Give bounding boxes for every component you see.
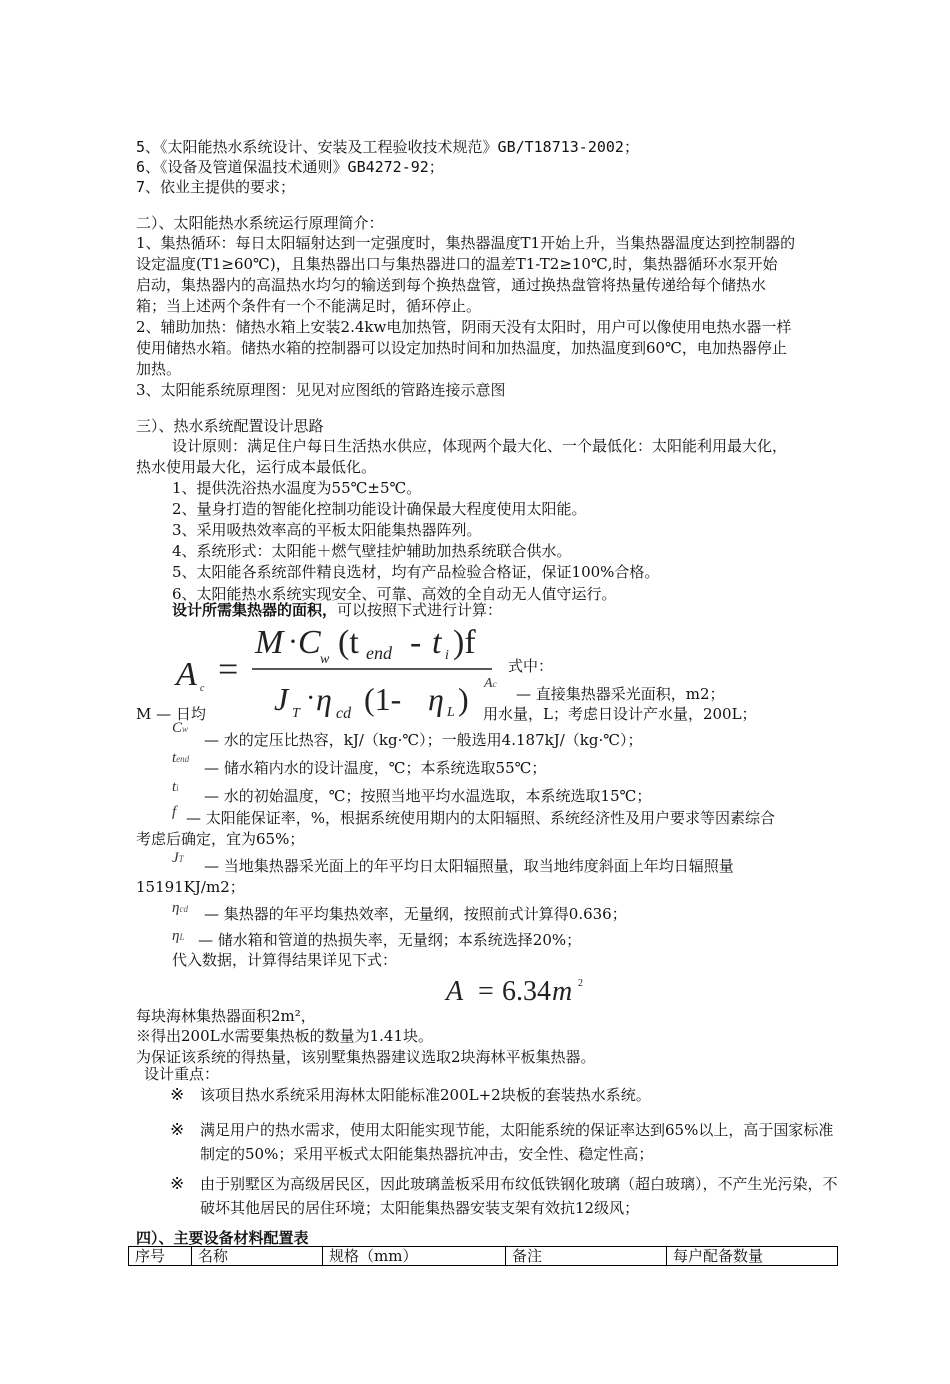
sym-f: f	[172, 804, 177, 820]
col-qty: 每户配备数量	[667, 1247, 838, 1266]
sym-A: Ac	[484, 676, 497, 691]
item-4: 4、系统形式：太阳能＋燃气壁挂炉辅助加热系统联合供水。	[172, 542, 572, 560]
s2-p1-l3: 启动，集热器内的高温热水均匀的输送到每个换热盘管，通过换热盘管将热量传递给每个储热水	[136, 276, 767, 294]
formula-minus: -	[410, 624, 422, 661]
sym-eta-cd: ηcd	[172, 900, 188, 916]
s2-p3: 3、太阳能系统原理图：见见对应图纸的管路连接示意图	[136, 381, 506, 399]
calc-bold: 设计所需集热器的面积，	[172, 601, 338, 619]
ref-7: 7、依业主提供的要求；	[136, 178, 296, 196]
result-exponent: 2	[578, 978, 583, 989]
after-3: 为保证该系统的得热量，该别墅集热器建议选取2块海林平板集热器。	[136, 1048, 596, 1066]
def-M-b: 用水量，L；考虑日设计产水量，200L；	[483, 705, 757, 723]
formula-t-open: (t	[338, 624, 359, 661]
col-spec: 规格（mm）	[323, 1247, 506, 1266]
substitute-text: 代入数据，计算得结果详见下式：	[172, 951, 398, 969]
def-JT-l1: — 当地集热器采光面上的年平均日太阳辐照量，取当地纬度斜面上年均日辐照量	[204, 857, 734, 875]
formula-one-minus: (1-	[364, 681, 402, 717]
calc-rest: 可以按照下式进行计算：	[337, 601, 503, 619]
point-1: 该项目热水系统采用海林太阳能标准200L+2块板的套装热水系统。	[200, 1086, 651, 1104]
formula-dot1: ·	[288, 625, 298, 658]
col-name: 名称	[192, 1247, 323, 1266]
ref-6: 6、《设备及管道保温技术通则》GB4272-92；	[136, 158, 444, 176]
formula-A-sub: c	[200, 683, 205, 694]
table-header-row	[129, 1247, 838, 1266]
principle-l1: 设计原则：满足住户每日生活热水供应，体现两个最大化、一个最低化：太阳能利用最大化，	[172, 437, 788, 455]
formula-C: C	[298, 624, 321, 661]
equipment-table	[128, 1246, 838, 1266]
col-index: 序号	[129, 1247, 192, 1266]
item-5: 5、太阳能各系统部件精良选材，均有产品检验合格证，保证100%合格。	[172, 563, 660, 581]
section3-title: 三）、热水系统配置设计思路	[136, 417, 324, 435]
item-3: 3、采用吸热效率高的平板太阳能集热器阵列。	[172, 521, 482, 539]
formula-where: 式中：	[508, 657, 554, 675]
s2-p2-l1: 2、辅助加热：储热水箱上安装2.4kw电加热管，阴雨天没有太阳时，用户可以像使用电热水器一样	[136, 318, 792, 336]
formula-eta: η	[316, 681, 332, 717]
point-2: 满足用户的热水需求，使用太阳能实现节能，太阳能系统的保证率达到65%以上，高于国家标准制定的50%；采用平板式太阳能集热器抗冲击，安全性、稳定性高；	[200, 1121, 834, 1163]
s2-p2-l2: 使用储热水箱。储热水箱的控制器可以设定加热时间和加热温度，加热温度到60℃，电加热器停止	[136, 339, 787, 357]
item-6: 6、太阳能热水系统实现安全、可靠、高效的全自动无人值守运行。	[172, 585, 617, 603]
formula-J: J	[274, 681, 289, 717]
point-3: 由于别墅区为高级居民区，因此玻璃盖板采用布纹低铁钢化玻璃（超白玻璃），不产生光污染，不破坏其他居民的居住环境；太阳能集热器安装支架有效抗12级风；	[200, 1175, 838, 1217]
area-formula	[170, 615, 510, 725]
s2-p1-l1: 1、集热循环：每日太阳辐射达到一定强度时，集热器温度T1开始上升，当集热器温度达到控制器的	[136, 234, 796, 252]
formula-J-sub: T	[292, 706, 300, 721]
formula-eta-sub: cd	[336, 705, 352, 722]
def-f-l2: 考虑后确定，宜为65%；	[136, 830, 305, 848]
result-equals: =	[478, 976, 494, 1007]
s2-p1-l2: 设定温度(T1≥60℃)，且集热器出口与集热器进口的温差T1-T2≥10℃,时，集热器循环水泵开始	[136, 255, 778, 273]
point-mark-2: ※	[170, 1120, 185, 1140]
section4-title: 四）、主要设备材料配置表	[136, 1229, 309, 1247]
def-Cw: — 水的定压比热容，kJ/（kg·℃）；一般选用4.187kJ/（kg·℃）；	[204, 731, 643, 749]
def-JT-l2: 15191KJ/m2；	[136, 878, 245, 896]
after-1: 每块海林集热器面积2m²，	[136, 1007, 316, 1025]
sym-JT: JT	[172, 850, 184, 866]
formula-eta2-sub: L	[447, 705, 455, 720]
section2-title: 二）、太阳能热水系统运行原理简介：	[136, 214, 384, 232]
s2-p1-l4: 箱；当上述两个条件有一个不能满足时，循环停止。	[136, 297, 482, 315]
def-tend: — 储水箱内水的设计温度，℃；本系统选取55℃；	[204, 759, 547, 777]
sym-Cw: Cw	[172, 720, 189, 736]
after-2: ※得出200L水需要集热板的数量为1.41块。	[136, 1027, 433, 1045]
col-note: 备注	[506, 1247, 667, 1266]
formula-C-sub: w	[320, 652, 330, 667]
result-A: A	[446, 976, 464, 1007]
sym-eta-L: ηL	[172, 928, 185, 944]
formula-end-sub: end	[366, 643, 392, 663]
item-1: 1、提供洗浴热水温度为55℃±5℃。	[172, 479, 422, 497]
principle-l2: 热水使用最大化，运行成本最低化。	[136, 458, 377, 476]
formula-ti: t	[432, 624, 442, 661]
result-formula	[440, 970, 600, 1010]
def-f-l1: — 太阳能保证率，%，根据系统使用期内的太阳辐照、系统经济性及用户要求等因素综合	[186, 809, 776, 827]
formula-equals: =	[218, 649, 239, 689]
formula-eta2: η	[428, 681, 444, 717]
item-2: 2、量身打造的智能化控制功能设计确保最大程度使用太阳能。	[172, 500, 587, 518]
def-eta-L: — 储水箱和管道的热损失率，无量纲；本系统选择20%；	[198, 931, 582, 949]
formula-dot2: ·	[306, 683, 316, 714]
formula-close: )	[458, 681, 469, 717]
sym-ti: ti	[172, 779, 179, 795]
sym-tend: tend	[172, 750, 190, 766]
formula-M: M	[255, 624, 284, 661]
formula-ti-sub: i	[445, 648, 449, 663]
result-unit: m	[552, 976, 573, 1007]
def-eta-cd: — 集热器的年平均集热效率，无量纲，按照前式计算得0.636；	[204, 905, 627, 923]
point-mark-1: ※	[170, 1085, 185, 1105]
point-mark-3: ※	[170, 1174, 185, 1194]
formula-f: )f	[453, 624, 476, 661]
def-M-a: M — 日均	[136, 705, 206, 723]
result-value: 6.34	[502, 976, 551, 1007]
ref-5: 5、《太阳能热水系统设计、安装及工程验收技术规范》GB/T18713-2002；	[136, 138, 639, 156]
def-ti: — 水的初始温度，℃；按照当地平均水温选取，本系统选取15℃；	[204, 787, 652, 805]
formula-A: A	[176, 656, 197, 693]
after-4: 设计重点：	[144, 1065, 220, 1083]
def-Ac: — 直接集热器采光面积，m2；	[516, 685, 725, 703]
s2-p2-l3: 加热。	[136, 360, 182, 378]
